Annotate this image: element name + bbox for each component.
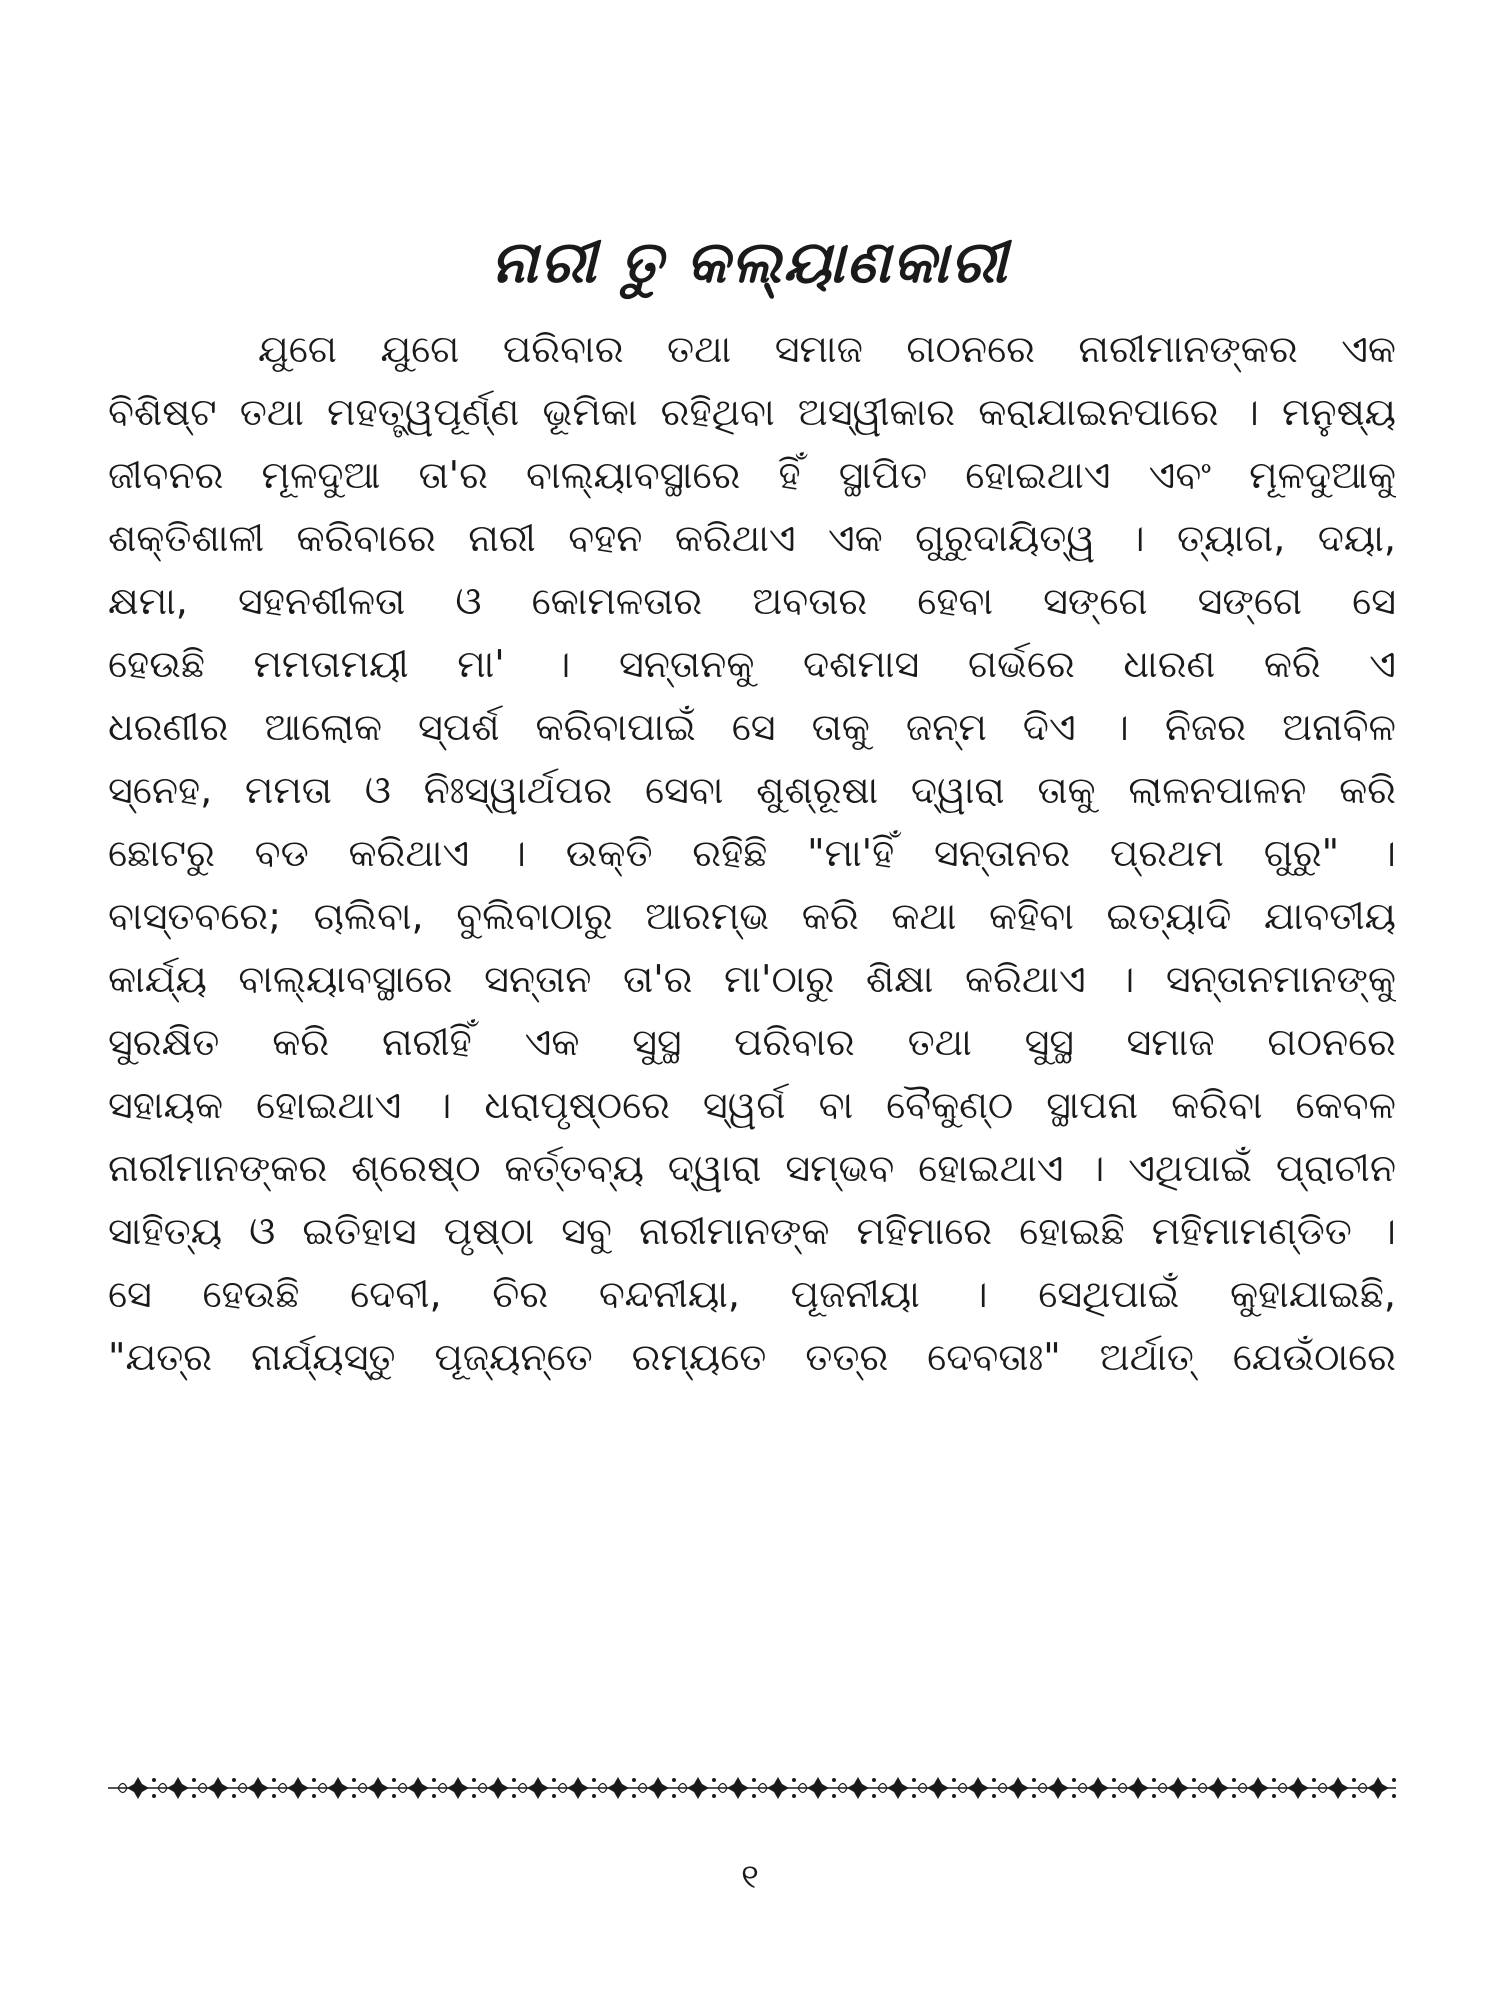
paragraph-line: ସେ ହେଉଛି ଦେବୀ, ଚିର ବନ୍ଦନୀୟା, ପୂଜନୀୟା । ସେଥିପାଇଁ କୁହାଯାଇଛି, — [108, 1272, 1396, 1316]
paragraph-line: ବିଶିଷ୍ଟ ତଥା ମହତ୍ତ୍ୱପୂର୍ଣ୍ଣ ଭୂମିକା ରହିଥିବା ଅସ୍ୱୀକାର କରାଯାଇନପାରେ । ମନୁଷ୍ୟ — [108, 390, 1396, 434]
paragraph-line: ସୁରକ୍ଷିତ କରି ନାରୀହିଁ ଏକ ସୁସ୍ଥ ପରିବାର ତଥା ସୁସ୍ଥ ସମାଜ ଗଠନରେ — [108, 1020, 1396, 1064]
paragraph-line: ଶକ୍ତିଶାଳୀ କରିବାରେ ନାରୀ ବହନ କରିଥାଏ ଏକ ଗୁରୁଦାୟିତ୍ୱ । ତ୍ୟାଗ, ଦୟା, — [108, 516, 1396, 560]
paragraph-line: ସହାୟକ ହୋଇଥାଏ । ଧରାପୃଷ୍ଠରେ ସ୍ୱର୍ଗ ବା ବୈକୁଣ୍ଠ ସ୍ଥାପନା କରିବା କେବଳ — [108, 1083, 1396, 1127]
floral-border-divider — [108, 1773, 1396, 1803]
paragraph-line: କ୍ଷମା, ସହନଶୀଳତା ଓ କୋମଳତାର ଅବତାର ହେବା ସଙ୍ଗେ ସଙ୍ଗେ ସେ — [108, 579, 1396, 623]
paragraph-line: "ଯତ୍ର ନାର୍ଯ୍ୟସ୍ତୁ ପୂଜ୍ୟନ୍ତେ ରମ୍ୟତେ ତତ୍ର ଦେବତାଃ" ଅର୍ଥାତ୍ ଯେଉଁଠାରେ — [108, 1335, 1396, 1379]
paragraph-line: ନାରୀମାନଙ୍କର ଶ୍ରେଷ୍ଠ କର୍ତ୍ତବ୍ୟ ଦ୍ୱାରା ସମ୍ଭବ ହୋଇଥାଏ । ଏଥିପାଇଁ ପ୍ରାଚୀନ — [108, 1146, 1396, 1190]
page-number: ୧ — [741, 1857, 759, 1897]
paragraph-line: କାର୍ଯ୍ୟ ବାଲ୍ୟାବସ୍ଥାରେ ସନ୍ତାନ ତା'ର ମା'ଠାରୁ ଶିକ୍ଷା କରିଥାଏ । ସନ୍ତାନମାନଙ୍କୁ — [108, 957, 1396, 1001]
paragraph-line: ଧରଣୀର ଆଲୋକ ସ୍ପର୍ଶ କରିବାପାଇଁ ସେ ତାକୁ ଜନ୍ମ ଦିଏ । ନିଜର ଅନାବିଳ — [108, 705, 1396, 749]
floral-border-icon — [108, 1773, 1396, 1803]
paragraph-line: ସାହିତ୍ୟ ଓ ଇତିହାସ ପୃଷ୍ଠା ସବୁ ନାରୀମାନଙ୍କ ମହିମାରେ ହୋଇଛି ମହିମାମଣ୍ଡିତ । — [108, 1209, 1396, 1253]
paragraph-line: ଜୀବନର ମୂଳଦୁଆ ତା'ର ବାଲ୍ୟାବସ୍ଥାରେ ହିଁ ସ୍ଥାପିତ ହୋଇଥାଏ ଏବଂ ମୂଳଦୁଆକୁ — [108, 453, 1396, 497]
paragraph-line: ଯୁଗେ ଯୁଗେ ପରିବାର ତଥା ସମାଜ ଗଠନରେ ନାରୀମାନଙ୍କର ଏକ — [258, 327, 1396, 371]
paragraph-line: ଛୋଟରୁ ବଡ କରିଥାଏ । ଉକ୍ତି ରହିଛି "ମା'ହିଁ ସନ୍ତାନର ପ୍ରଥମ ଗୁରୁ" । — [108, 831, 1396, 875]
page-title: ନାରୀ ତୁ କଲ୍ୟାଣକାରୀ — [491, 228, 1009, 296]
body-paragraph — [108, 318, 1396, 1389]
paragraph-line: ସ୍ନେହ, ମମତା ଓ ନିଃସ୍ୱାର୍ଥପର ସେବା ଶୁଶ୍ରୂଷା ଦ୍ୱାରା ତାକୁ ଲାଳନପାଳନ କରି — [108, 768, 1396, 812]
paragraph-line: ବାସ୍ତବରେ; ଚାଲିବା, ବୁଲିବାଠାରୁ ଆରମ୍ଭ କରି କଥା କହିବା ଇତ୍ୟାଦି ଯାବତୀୟ — [108, 894, 1396, 938]
paragraph-line: ହେଉଛି ମମତାମୟୀ ମା' । ସନ୍ତାନକୁ ଦଶମାସ ଗର୍ଭରେ ଧାରଣ କରି ଏ — [108, 642, 1396, 686]
